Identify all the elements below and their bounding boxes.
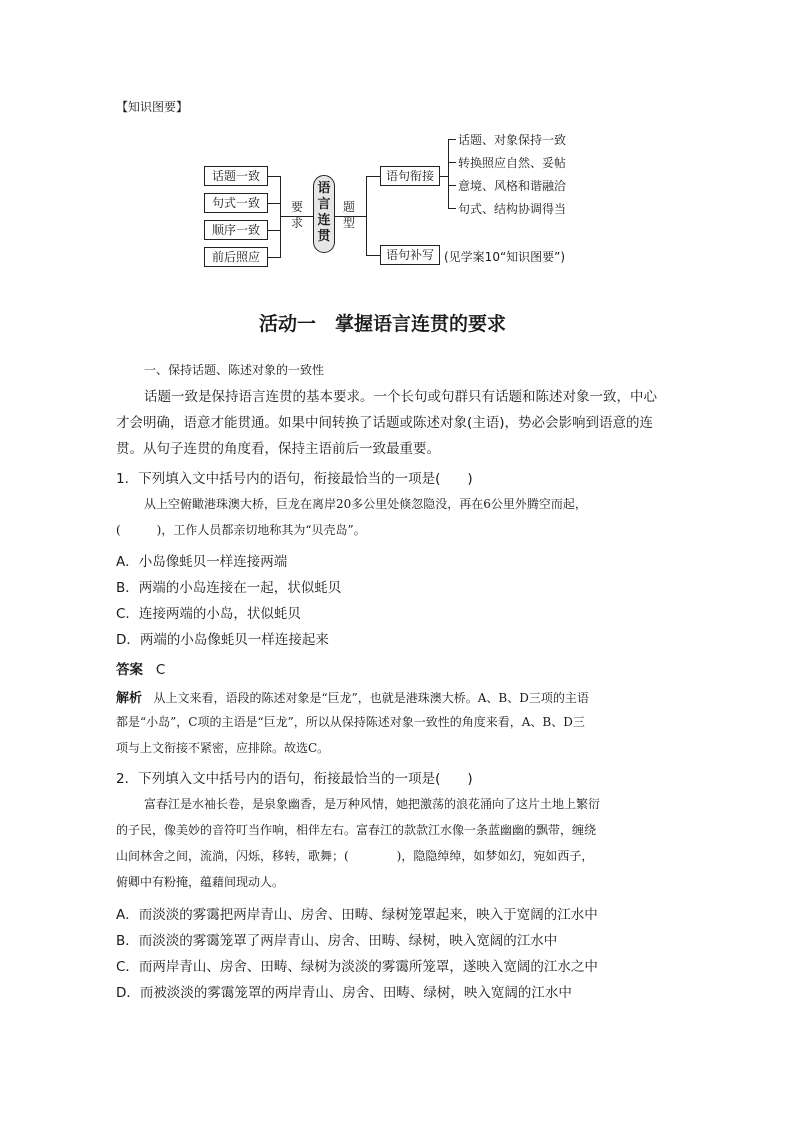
center-topic-pill: 语 言 连 贯	[313, 175, 335, 253]
left-item-4: 前后照应	[204, 247, 268, 267]
left-item-3: 顺序一致	[204, 220, 268, 240]
activity-title: 活动一 掌握语言连贯的要求	[259, 313, 507, 335]
question-2-option-c: C．而两岸青山、房舍、田畴、绿树为淡淡的雾霭所笼罩，遂映入宽阔的江水之中	[116, 959, 598, 975]
requirement-label: 要 求	[291, 200, 304, 230]
branch2-note: (见学案10“知识图要”)	[444, 250, 566, 264]
question-1-option-d: D．两端的小岛像蚝贝一样连接起来	[116, 632, 329, 648]
branch1-item-3: 意境、风格和谐融洽	[458, 179, 567, 193]
question-1-stem: 1．下列填入文中括号内的语句，衔接最恰当的一项是( )	[116, 471, 473, 487]
question-1-option-b: B．两端的小岛连接在一起，状似蚝贝	[116, 580, 342, 596]
branch1-item-1: 话题、对象保持一致	[458, 133, 567, 147]
type-label: 题 型	[343, 200, 356, 230]
question-1-passage-line: 从上空俯瞰港珠澳大桥，巨龙在离岸20多公里处倏忽隐没，再在6公里外腾空而起，	[144, 497, 587, 511]
question-2-option-d: D．而被淡淡的雾霭笼罩的两岸青山、房舍、田畴、绿树，映入宽阔的江水中	[116, 985, 572, 1001]
question-2-passage-line: 俯卿中有粉掩，蕴藉间现动人。	[116, 875, 285, 889]
question-1-answer: 答案 C	[116, 662, 166, 678]
question-1-passage-line: ( )，工作人员都亲切地称其为“贝壳岛”。	[116, 523, 366, 537]
branch1-item-2: 转换照应自然、妥帖	[458, 156, 567, 170]
question-2-passage-line: 山间林舍之间，流淌，闪烁，移转，歌舞；( )，隐隐绰绰，如梦如幻，宛如西子，	[116, 849, 594, 863]
question-2-passage-line: 富春江是水袖长卷，是泉象幽香，是万种风情，她把激荡的浪花涌向了这片土地上繁衍	[144, 797, 601, 811]
branch-sentence-connection: 语句衔接	[380, 166, 440, 186]
question-2-option-a: A．而淡淡的雾霭把两岸青山、房舍、田畴、绿树笼罩起来，映入于宽阔的江水中	[116, 907, 598, 923]
question-2-passage-line: 的子民，像美妙的音符叮当作响，相伴左右。富春江的款款江水像一条蓝幽幽的飘带，缠绕	[116, 823, 597, 837]
subsection-title: 一、保持话题、陈述对象的一致性	[144, 363, 325, 377]
branch-sentence-completion: 语句补写	[380, 245, 440, 265]
question-2-stem: 2．下列填入文中括号内的语句，衔接最恰当的一项是( )	[116, 771, 473, 787]
question-1-option-c: C．连接两端的小岛，状似蚝贝	[116, 606, 301, 622]
question-2-option-b: B．而淡淡的雾霭笼罩了两岸青山、房舍、田畴、绿树，映入宽阔的江水中	[116, 933, 558, 949]
left-item-1: 话题一致	[204, 166, 268, 186]
branch1-item-4: 句式、结构协调得当	[458, 202, 567, 216]
section-label: 【知识图要】	[116, 100, 189, 114]
left-item-2: 句式一致	[204, 193, 268, 213]
question-1-option-a: A．小岛像蚝贝一样连接两端	[116, 554, 288, 570]
question-1-analysis: 解析 从上文来看，语段的陈述对象是“巨龙”，也就是港珠澳大桥。A、B、D三项的主语	[116, 691, 589, 706]
